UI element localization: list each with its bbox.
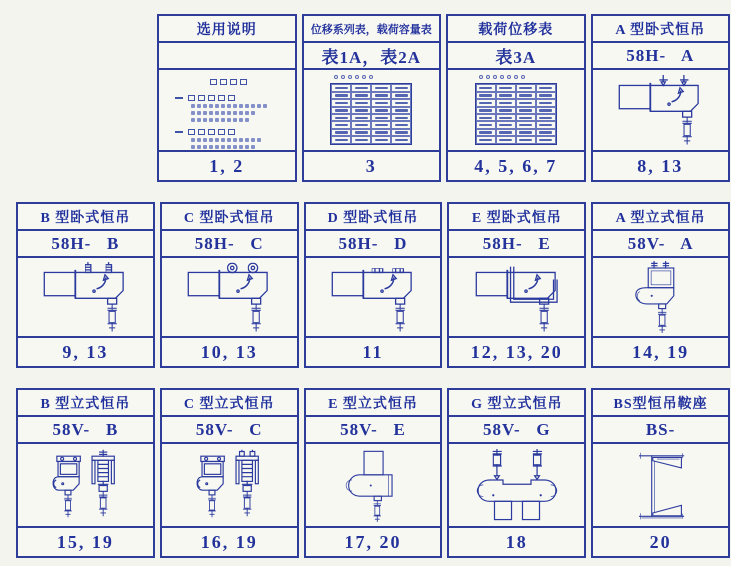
catalog-cell-58h-c [160, 202, 299, 368]
cell-page-numbers: 14, 19 [593, 336, 728, 366]
cell-title: D 型卧式恒吊 [306, 204, 441, 231]
mini-table-cell [516, 92, 536, 99]
mini-table-cell [331, 129, 351, 136]
drawing-type-e-horizontal-hanger [449, 258, 584, 336]
mini-table-cell [516, 114, 536, 121]
mini-table-cell [371, 129, 391, 136]
cell-title: C 型立式恒吊 [162, 390, 297, 417]
cell-model: 表1A，表2A [304, 43, 440, 70]
mini-table-cell [536, 129, 556, 136]
cell-title: G 型立式恒吊 [449, 390, 584, 417]
catalog-row-2 [16, 202, 730, 368]
cell-title: 位移系列表，载荷容量表 [304, 16, 440, 43]
cell-model: 58H- D [306, 231, 441, 258]
mini-table-cell [496, 114, 516, 121]
mini-table-cell [351, 129, 371, 136]
mini-table-cell [351, 84, 371, 91]
mini-table-cell [351, 136, 371, 143]
notes-placeholder-text [159, 70, 295, 150]
drawing-type-e-vertical-hanger [306, 444, 441, 526]
mini-table-cell [496, 107, 516, 114]
catalog-cell-bs-saddle [591, 388, 730, 558]
mini-table-cell [476, 129, 496, 136]
mini-table-cell [371, 121, 391, 128]
mini-table-cell [516, 99, 536, 106]
cell-title: B 型卧式恒吊 [18, 204, 153, 231]
drawing-type-g-vertical-hanger [449, 444, 584, 526]
mini-table-cell [391, 84, 411, 91]
mini-table-cell [331, 107, 351, 114]
cell-title: A 型卧式恒吊 [593, 16, 729, 43]
mini-table-cell [476, 136, 496, 143]
mini-table-cell [331, 121, 351, 128]
drawing-type-a-vertical-hanger [593, 258, 728, 336]
cell-page-numbers: 11 [306, 336, 441, 366]
cell-page-numbers: 15, 19 [18, 526, 153, 556]
mini-table-cell [391, 92, 411, 99]
catalog-cell-58h-b [16, 202, 155, 368]
cell-page-numbers: 20 [593, 526, 728, 556]
mini-table-cell [331, 92, 351, 99]
cell-model: 表3A [448, 43, 584, 70]
mini-table-cell [371, 114, 391, 121]
mini-table-cell [331, 114, 351, 121]
mini-table-cell [536, 136, 556, 143]
mini-table-cell [371, 92, 391, 99]
mini-table-cell [391, 121, 411, 128]
mini-table-cell [476, 84, 496, 91]
mini-table-cell [536, 107, 556, 114]
mini-table-cell [391, 107, 411, 114]
catalog-row-3 [16, 388, 730, 558]
mini-table-placeholder [475, 75, 557, 144]
cell-model: 58H- E [449, 231, 584, 258]
mini-table-grid [475, 83, 557, 144]
cell-page-numbers: 3 [304, 150, 440, 180]
drawing-type-b-vertical-hanger [18, 444, 153, 526]
catalog-cell-58h-a [591, 14, 731, 182]
mini-table-grid [330, 83, 412, 144]
cell-page-numbers: 9, 13 [18, 336, 153, 366]
mini-table-cell [476, 121, 496, 128]
catalog-cell-58h-e [447, 202, 586, 368]
catalog-cell-table-3a [446, 14, 586, 182]
mini-table-cell [391, 129, 411, 136]
mini-table-cell [516, 121, 536, 128]
mini-table-cell [351, 92, 371, 99]
drawing-type-b-horizontal-hanger [18, 258, 153, 336]
mini-table-cell [351, 99, 371, 106]
catalog-cell-58v-e [304, 388, 443, 558]
cell-title: BS型恒吊鞍座 [593, 390, 728, 417]
mini-table-cell [371, 84, 391, 91]
cell-title: E 型立式恒吊 [306, 390, 441, 417]
drawing-bs-saddle-bracket [593, 444, 728, 526]
mini-table-cell [496, 136, 516, 143]
catalog-cell-58v-g [447, 388, 586, 558]
mini-table-cell [371, 107, 391, 114]
cell-page-numbers: 4, 5, 6, 7 [448, 150, 584, 180]
mini-table-cell [351, 107, 371, 114]
cell-title: E 型卧式恒吊 [449, 204, 584, 231]
mini-table-cell [516, 136, 536, 143]
cell-model: 58H- C [162, 231, 297, 258]
mini-table-cell [476, 107, 496, 114]
drawing-type-a-horizontal-hanger [593, 70, 729, 150]
mini-table-cell [476, 99, 496, 106]
catalog-cell-selection-notes [157, 14, 297, 182]
catalog-cell-58v-a [591, 202, 730, 368]
mini-table-cell [391, 136, 411, 143]
mini-table-cell [331, 99, 351, 106]
cell-model: 58V- E [306, 417, 441, 444]
mini-table-cell [351, 121, 371, 128]
mini-table-cell [536, 84, 556, 91]
mini-table-cell [516, 84, 536, 91]
cell-page-numbers: 8, 13 [593, 150, 729, 180]
cell-model [159, 43, 295, 70]
mini-table-cell [496, 129, 516, 136]
drawing-type-c-horizontal-hanger [162, 258, 297, 336]
mini-table-cell [391, 99, 411, 106]
cell-page-numbers: 1, 2 [159, 150, 295, 180]
mini-table-cell [476, 92, 496, 99]
mini-table-cell [496, 92, 516, 99]
mini-table-cell [371, 136, 391, 143]
cell-model: 58H- B [18, 231, 153, 258]
drawing-type-d-horizontal-hanger [306, 258, 441, 336]
mini-table-cell [516, 107, 536, 114]
mini-table-cell [391, 114, 411, 121]
cell-model: 58H- A [593, 43, 729, 70]
cell-page-numbers: 16, 19 [162, 526, 297, 556]
cell-title: 选用说明 [159, 16, 295, 43]
cell-title: 载荷位移表 [448, 16, 584, 43]
catalog-cell-58h-d [304, 202, 443, 368]
mini-table-cell [496, 121, 516, 128]
mini-table-cell [496, 99, 516, 106]
mini-table-cell [351, 114, 371, 121]
mini-table-cell [536, 92, 556, 99]
mini-table-cell [536, 114, 556, 121]
drawing-selection-notes [159, 70, 295, 150]
catalog-cell-table-1a-2a [302, 14, 442, 182]
catalog-cell-58v-c [160, 388, 299, 558]
mini-table-cell [536, 121, 556, 128]
mini-table-cell [516, 129, 536, 136]
cell-model: 58V- G [449, 417, 584, 444]
catalog-row-1 [157, 14, 730, 182]
mini-table-placeholder [330, 75, 412, 144]
cell-model: 58V- B [18, 417, 153, 444]
drawing-load-displacement-table [448, 70, 584, 150]
mini-table-cell [371, 99, 391, 106]
cell-model: BS- [593, 417, 728, 444]
mini-table-cell [536, 99, 556, 106]
cell-model: 58V- A [593, 231, 728, 258]
cell-page-numbers: 10, 13 [162, 336, 297, 366]
mini-table-cell [331, 136, 351, 143]
cell-page-numbers: 17, 20 [306, 526, 441, 556]
cell-title: B 型立式恒吊 [18, 390, 153, 417]
mini-table-cell [331, 84, 351, 91]
cell-title: A 型立式恒吊 [593, 204, 728, 231]
mini-table-cell [476, 114, 496, 121]
cell-page-numbers: 18 [449, 526, 584, 556]
catalog-cell-58v-b [16, 388, 155, 558]
drawing-type-c-vertical-hanger [162, 444, 297, 526]
cell-page-numbers: 12, 13, 20 [449, 336, 584, 366]
drawing-displacement-series-table [304, 70, 440, 150]
cell-model: 58V- C [162, 417, 297, 444]
cell-title: C 型卧式恒吊 [162, 204, 297, 231]
mini-table-cell [496, 84, 516, 91]
